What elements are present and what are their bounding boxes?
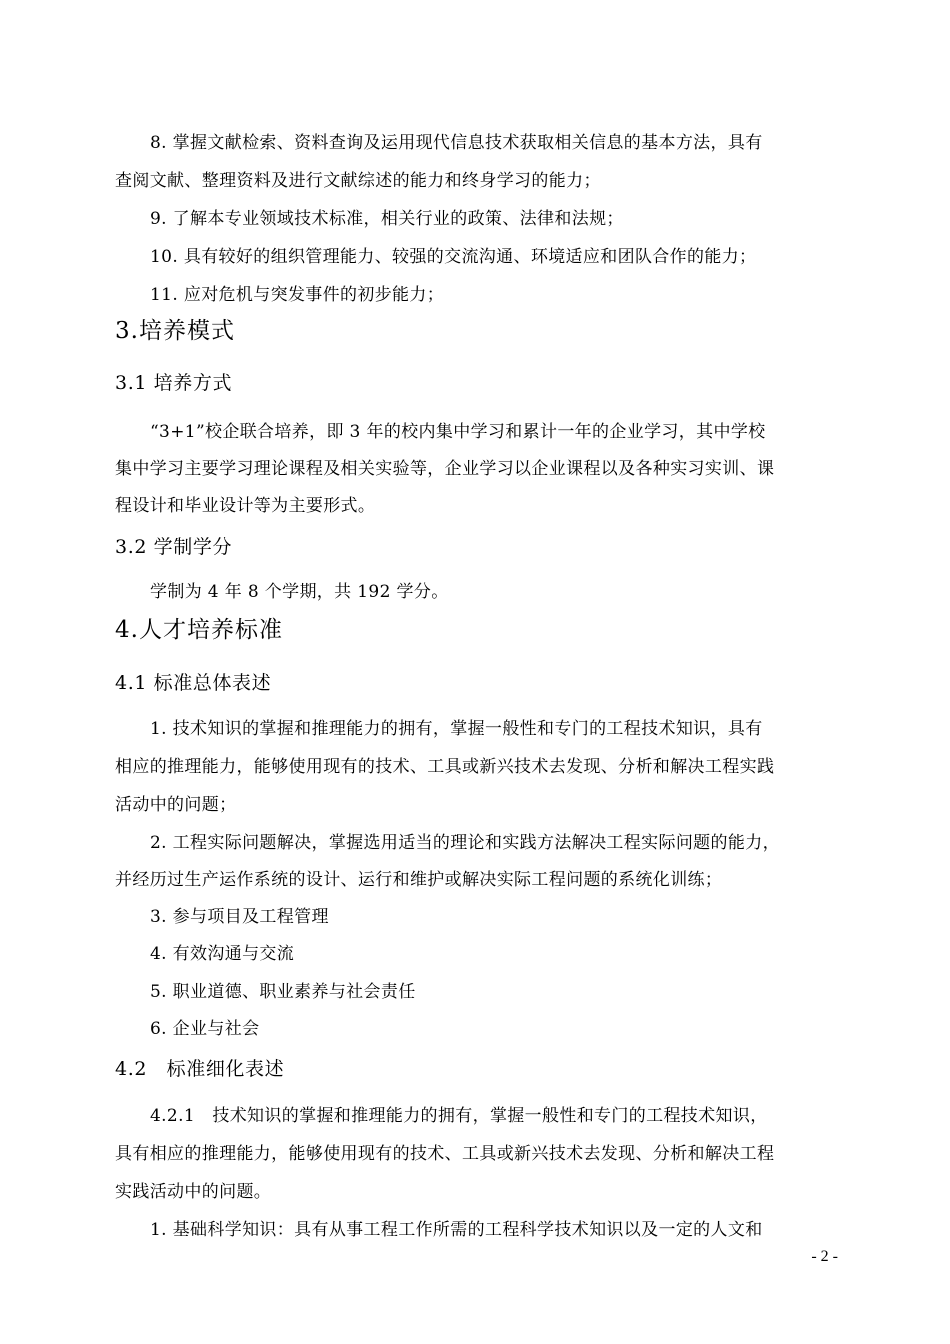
paragraph-line: 活动中的问题；: [115, 795, 237, 815]
paragraph-line: 1. 基础科学知识：具有从事工程工作所需的工程科学技术知识以及一定的人文和: [150, 1220, 763, 1240]
paragraph-line: 查阅文献、整理资料及进行文献综述的能力和终身学习的能力；: [115, 171, 601, 191]
paragraph-line: 2. 工程实际问题解决，掌握选用适当的理论和实践方法解决工程实际问题的能力，: [150, 833, 780, 853]
subsection-heading-3-2: 3.2 学制学分: [115, 536, 233, 558]
paragraph-line: 10. 具有较好的组织管理能力、较强的交流沟通、环境适应和团队合作的能力；: [150, 247, 757, 267]
subsection-heading-3-1: 3.1 培养方式: [115, 372, 233, 394]
paragraph-line: 8. 掌握文献检索、资料查询及运用现代信息技术获取相关信息的基本方法，具有: [150, 133, 763, 153]
section-heading-4: 4.人才培养标准: [115, 617, 283, 643]
list-item: 6. 企业与社会: [150, 1019, 260, 1039]
paragraph-line: 相应的推理能力，能够使用现有的技术、工具或新兴技术去发现、分析和解决工程实践: [115, 757, 775, 777]
paragraph-line: 1. 技术知识的掌握和推理能力的拥有，掌握一般性和专门的工程技术知识，具有: [150, 719, 763, 739]
list-item: 4. 有效沟通与交流: [150, 944, 295, 964]
list-item: 3. 参与项目及工程管理: [150, 907, 329, 927]
paragraph-line: 集中学习主要学习理论课程及相关实验等，企业学习以企业课程以及各种实习实训、课: [115, 459, 775, 479]
paragraph-line: 程设计和毕业设计等为主要形式。: [115, 496, 376, 516]
paragraph-line: 学制为 4 年 8 个学期，共 192 学分。: [150, 582, 449, 602]
paragraph-line: “3+1”校企联合培养，即 3 年的校内集中学习和累计一年的企业学习，其中学校: [150, 422, 766, 442]
subsection-heading-4-2: 4.2 标准细化表述: [115, 1058, 285, 1080]
paragraph-line: 实践活动中的问题。: [115, 1182, 272, 1202]
paragraph-line: 9. 了解本专业领域技术标准，相关行业的政策、法律和法规；: [150, 209, 624, 229]
paragraph-line: 4.2.1 技术知识的掌握和推理能力的拥有，掌握一般性和专门的工程技术知识，: [150, 1106, 768, 1126]
subsection-heading-4-1: 4.1 标准总体表述: [115, 672, 272, 694]
paragraph-line: 具有相应的推理能力，能够使用现有的技术、工具或新兴技术去发现、分析和解决工程: [115, 1144, 775, 1164]
paragraph-line: 11. 应对危机与突发事件的初步能力；: [150, 285, 445, 305]
section-heading-3: 3.培养模式: [115, 318, 235, 344]
paragraph-line: 并经历过生产运作系统的设计、运行和维护或解决实际工程问题的系统化训练；: [115, 870, 723, 890]
page-number: - 2 -: [811, 1248, 838, 1265]
list-item: 5. 职业道德、职业素养与社会责任: [150, 982, 416, 1002]
